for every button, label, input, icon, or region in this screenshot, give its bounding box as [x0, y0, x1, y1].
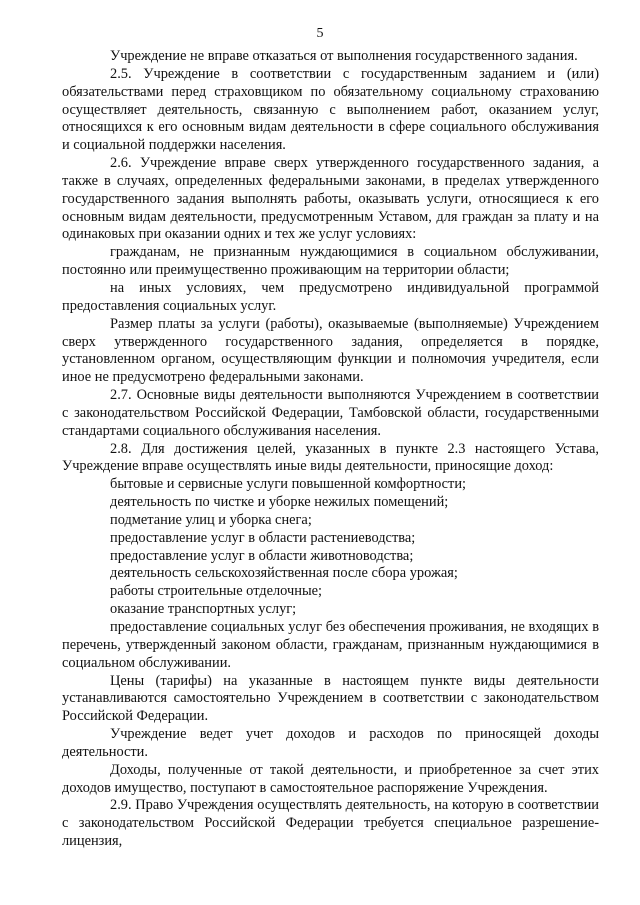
paragraph-2-7: 2.7. Основные виды деятельности выполняются Учреждением в соответствии с законодательством Российской Федерации, Тамбовской области, государственными стандартами социального обслуживания населения. — [62, 387, 599, 439]
list-item-transport: оказание транспортных услуг; — [110, 601, 297, 618]
document-body — [62, 48, 599, 851]
paragraph-other-conditions: на иных условиях, чем предусмотрено индивидуальной программой предоставления социальных услуг. — [62, 279, 599, 314]
list-item-household-services: бытовые и сервисные услуги повышенной комфортности; — [110, 476, 467, 493]
list-item-finishing-works: работы строительные отделочные; — [110, 583, 322, 600]
list-item-livestock-services: предоставление услуг в области животноводства; — [110, 547, 414, 564]
list-item-crop-services: предоставление услуг в области растениеводства; — [110, 529, 416, 546]
paragraph-2-5: 2.5. Учреждение в соответствии с государственным заданием и (или) обязательствами перед страховщиком по обязательному социальному страхованию осуществляет деятельность, связанную с выполнением работ, оказанием услуг, относящихся к его основным видам деятельности в сфере социального обслуживания и социальной поддержки населения. — [62, 65, 599, 154]
paragraph-fee-amount: Размер платы за услуги (работы), оказываемые (выполняемые) Учреждением сверх утвержденного государственного задания, определяется в порядке, установленном органом, осуществляющим функции и полномочия учредителя, если иное не предусмотрено федеральными законами. — [62, 315, 599, 386]
paragraph-prices: Цены (тарифы) на указанные в настоящем пункте виды деятельности устанавливаются самостоятельно Учреждением в соответствии с законодательством Российской Федерации. — [62, 672, 599, 725]
page-number: 5 — [316, 26, 324, 41]
list-item-social-services: предоставление социальных услуг без обеспечения проживания, не входящих в перечень, утвержденный законом области, гражданам, признанным нуждающимися в социальном обслуживании. — [62, 619, 599, 671]
list-item-post-harvest: деятельность сельскохозяйственная после сбора урожая; — [110, 565, 458, 582]
paragraph-income: Доходы, полученные от такой деятельности, и приобретенное за счет этих доходов имущество, поступают в самостоятельное распоряжение Учреждения. — [62, 761, 599, 796]
paragraph-accounting: Учреждение ведет учет доходов и расходов по приносящей доходы деятельности. — [62, 726, 599, 760]
list-item-street-sweeping: подметание улиц и уборка снега; — [110, 511, 312, 528]
paragraph-task-refusal: Учреждение не вправе отказаться от выполнения государственного задания. — [110, 48, 578, 64]
list-item-cleaning: деятельность по чистке и уборке нежилых помещений; — [110, 494, 449, 511]
paragraph-not-needing-citizens: гражданам, не признанным нуждающимися в социальном обслуживании, постоянно или преимущественно проживающим на территории области; — [62, 244, 599, 279]
paragraph-2-9: 2.9. Право Учреждения осуществлять деятельность, на которую в соответствии с законодательством Российской Федерации требуется специальное разрешение-лицензия, — [62, 797, 599, 850]
paragraph-2-8: 2.8. Для достижения целей, указанных в пункте 2.3 настоящего Устава, Учреждение вправе осуществлять иные виды деятельности, приносящие доход: — [62, 440, 599, 475]
paragraph-2-6: 2.6. Учреждение вправе сверх утвержденного государственного задания, а также в случаях, определенных федеральными законами, в пределах утвержденного государственного задания выполнять работы, оказывать услуги, относящиеся к его основным видам деятельности, предусмотренным Уставом, для граждан за плату и на одинаковых при оказании одних и тех же услуг условиях: — [62, 155, 599, 243]
